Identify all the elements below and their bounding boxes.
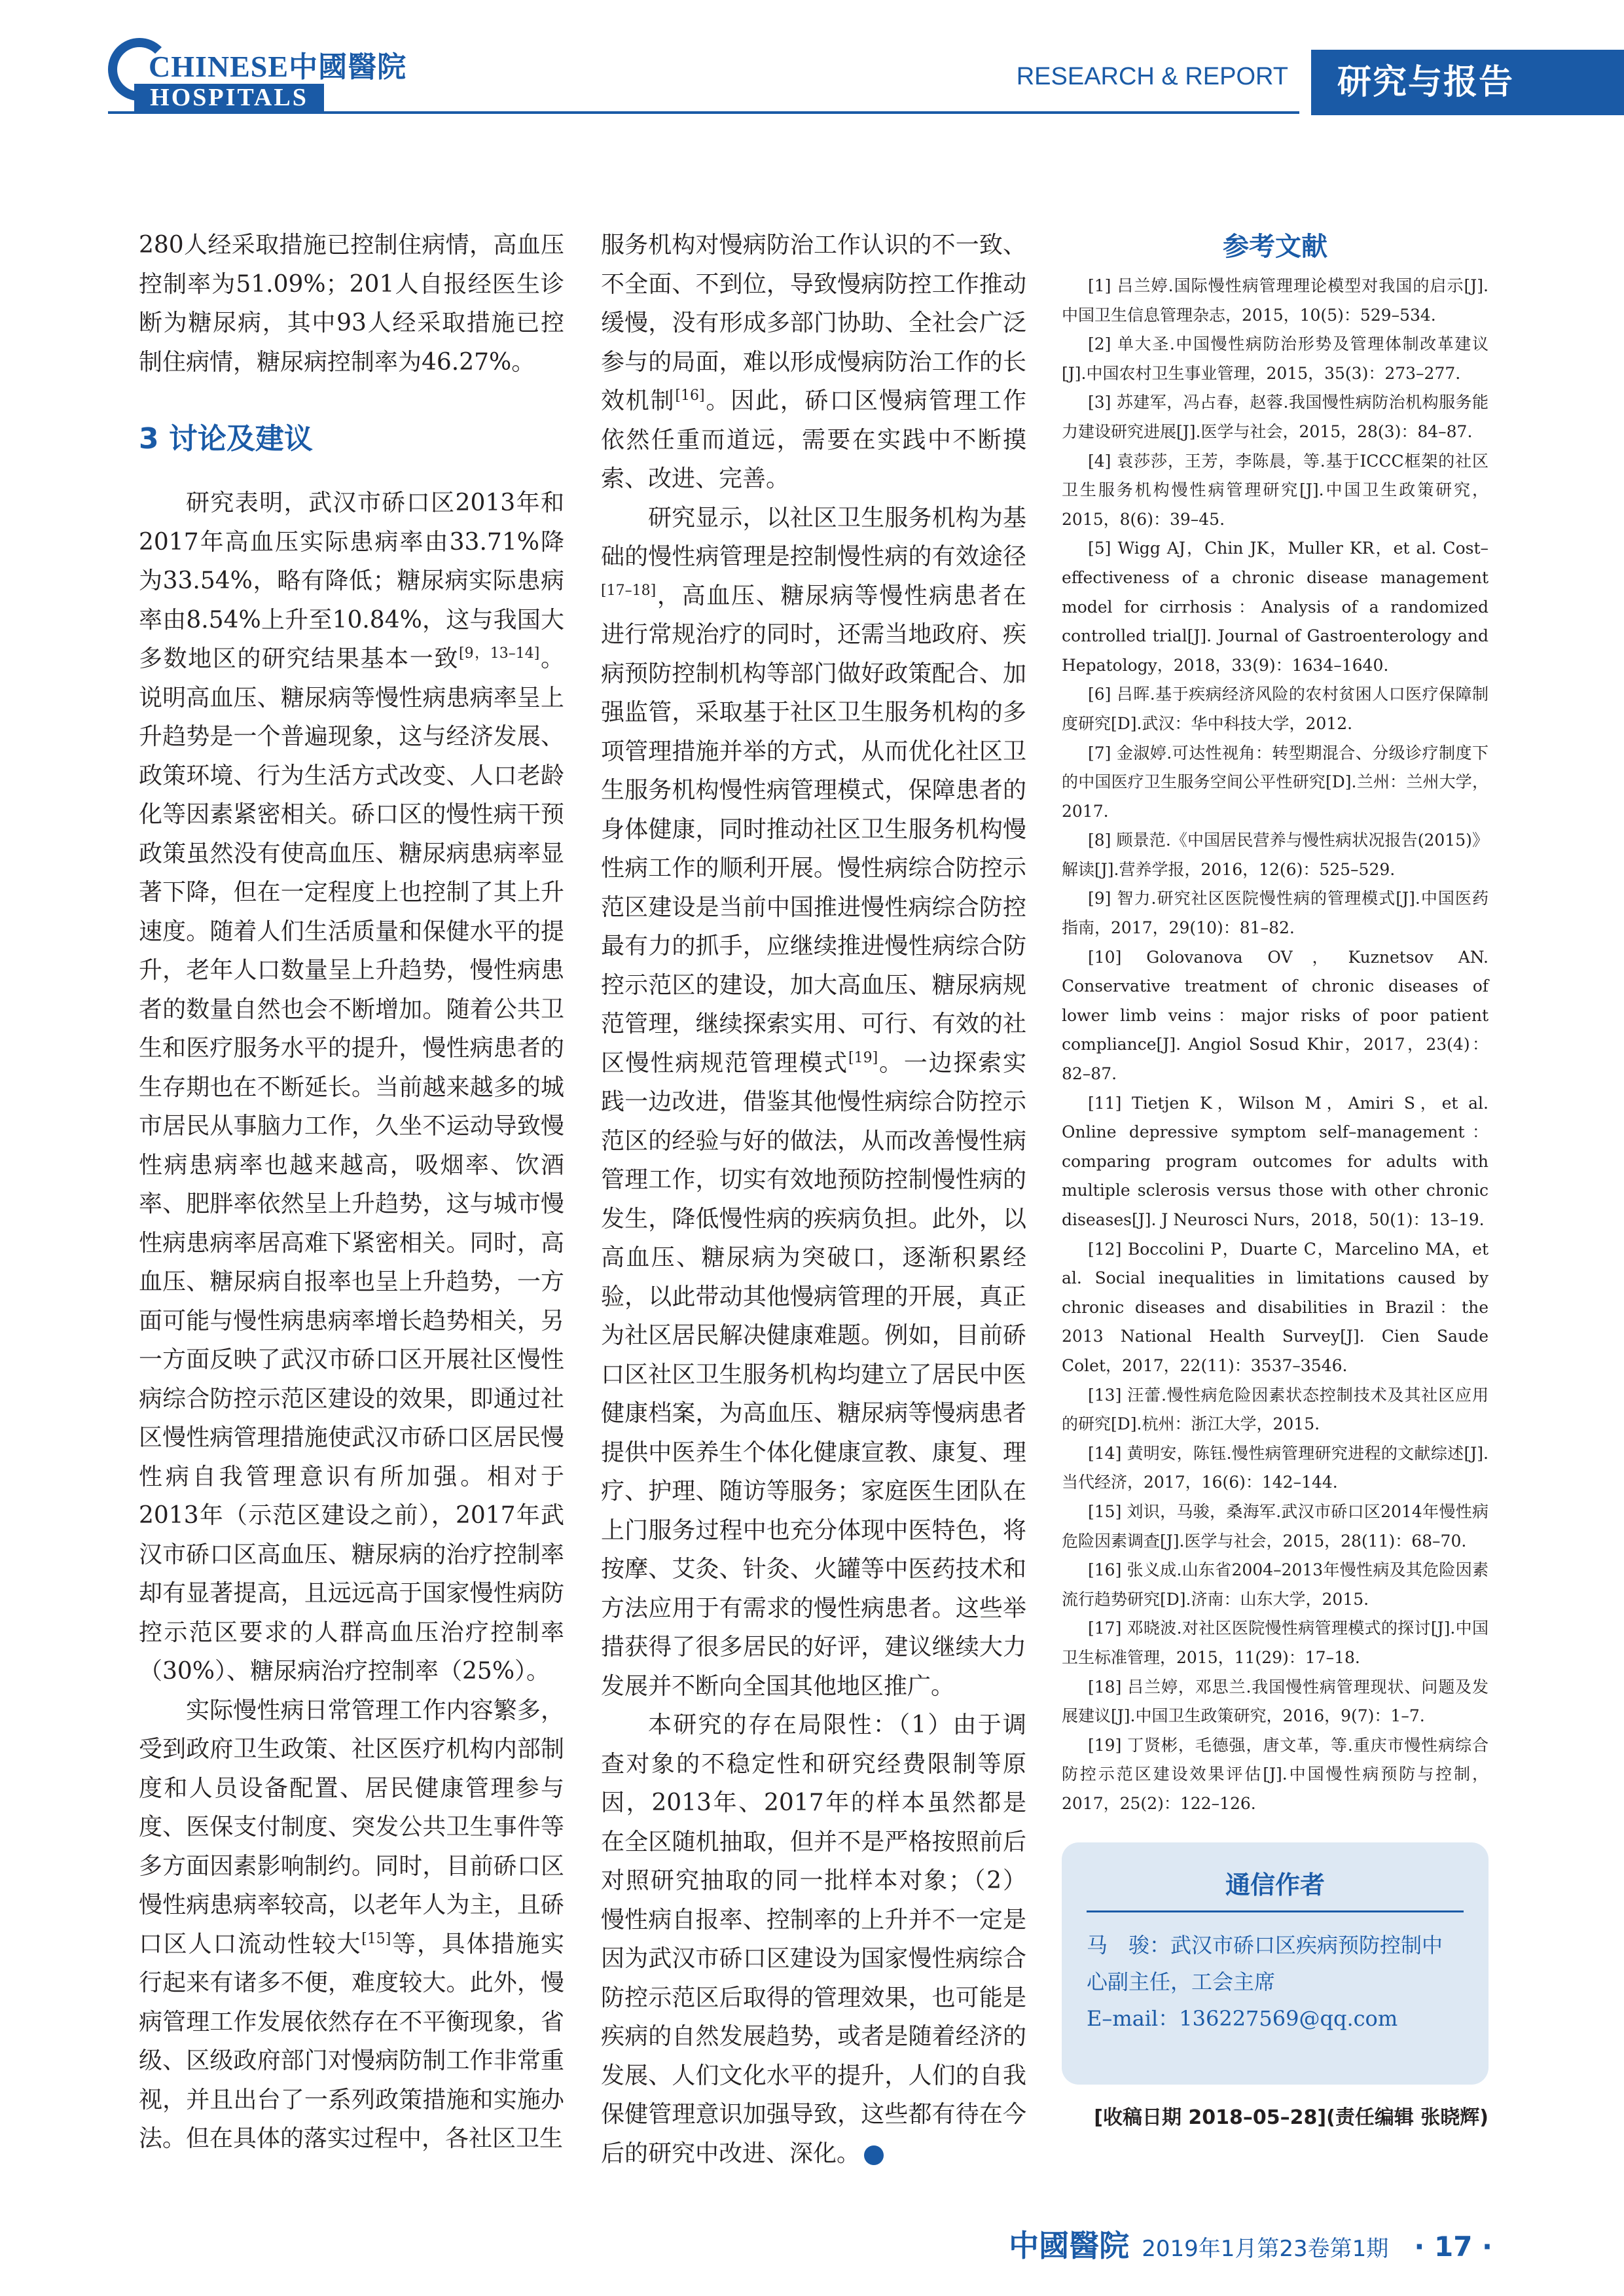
paragraph: 实际慢性病日常管理工作内容繁多，受到政府卫生政策、社区医疗机构内部制度和人员设备配置、居民健康管理参与度、医保支付制度、突发公共卫生事件等多方面因素影响制约。同时，目前硚口区慢性病患病率较高，以老年人为主，且硚口区人口流动性较大[15]等，具体措施实行起来有诸多不便，难度较大。此外，慢病管理工作发展依然存在不平衡现象，省级、区级政府部门对慢病防制工作非常重视，并且出台了一系列政策措施和实施办法。但在具体的落实过程中，各社区卫生 xyxy=(139,1696,564,2152)
correspondence-email: E–mail：136227569@qq.com xyxy=(1087,2006,1398,2031)
reference-item: [3] 苏建军，冯占春，赵蓉.我国慢性病防治机构服务能力建设研究进展[J].医学与社会，2015，28(3)：84–87. xyxy=(1062,393,1489,441)
logo-top-line: CHINESE中國醫院 xyxy=(149,50,407,83)
reference-item: [10] Golovanova OV，Kuznetsov AN. Conservative treatment of chronic diseases of lower limb veins：major risks of poor patient compliance[J]. Angiol Sosud Khir，2017，23(4)：82–87. xyxy=(1062,947,1489,1084)
references-section xyxy=(1062,226,1489,1818)
page-number: · 17 · xyxy=(1414,2231,1492,2263)
reference-item: [13] 汪蕾.慢性病危险因素状态控制技术及其社区应用的研究[D].杭州：浙江大学，2015. xyxy=(1062,1385,1489,1434)
paragraph: 研究显示，以社区卫生服务机构为基础的慢性病管理是控制慢性病的有效途径[17–18]，高血压、糖尿病等慢性病患者在进行常规治疗的同时，还需当地政府、疾病预防控制机构等部门做好政策配合、加强监管，采取基于社区卫生服务机构的多项管理措施并举的方式，从而优化社区卫生服务机构慢性病管理模式，保障患者的身体健康，同时推动社区卫生服务机构慢性病工作的顺利开展。慢性病综合防控示范区建设是当前中国推进慢性病综合防控最有力的抓手，应继续推进慢性病综合防控示范区的建设，加大高血压、糖尿病规范管理，继续探索实用、可行、有效的社区慢性病规范管理模式[19]。一边探索实践一边改进，借鉴其他慢性病综合防控示范区的经验与好的做法，从而改善慢性病管理工作，切实有效地预防控制慢性病的发生，降低慢性病的疾病负担。此外，以高血压、糖尿病为突破口，逐渐积累经验，以此带动其他慢病管理的开展，真正为社区居民解决健康难题。例如，目前硚口区社区卫生服务机构均建立了居民中医健康档案，为高血压、糖尿病等慢病患者提供中医养生个体化健康宣教、康复、理疗、护理、随访等服务；家庭医生团队在上门服务过程中也充分体现中医特色，将按摩、艾灸、针灸、火罐等中医药技术和方法应用于有需求的慢性病患者。这些举措获得了很多居民的好评，建议继续大力发展并不断向全国其他地区推广。 xyxy=(601,504,1026,1700)
correspondence-line: 马 骏：武汉市硚口区疾病预防控制中 xyxy=(1087,1933,1443,1958)
section-label-cn: 研究与报告 xyxy=(1311,50,1624,115)
reference-item: [12] Boccolini P，Duarte C，Marcelino MA，et al. Social inequalities in limitations caused by chronic diseases and disabilities in Brazil：the 2013 National Health Survey[J]. Cien Saude Colet，2017，22(11)：3537–3546. xyxy=(1062,1239,1489,1375)
reference-item: [18] 吕兰婷，邓思兰.我国慢性病管理现状、问题及发展建议[J].中国卫生政策研究，2016，9(7)：1–7. xyxy=(1062,1677,1489,1726)
reference-item: [16] 张义成.山东省2004–2013年慢性病及其危险因素流行趋势研究[D].济南：山东大学，2015. xyxy=(1062,1560,1489,1609)
reference-item: [5] Wigg AJ，Chin JK，Muller KR，et al. Cost–effectiveness of a chronic disease management model for cirrhosis：Analysis of a randomized controlled trial[J]. Journal of Gastroenterology and Hepatology，2018，33(9)：1634–1640. xyxy=(1062,539,1489,675)
reference-item: [19] 丁贤彬，毛德强，唐文革，等.重庆市慢性病综合防控示范区建设效果评估[J].中国慢性病预防与控制，2017，25(2)：122–126. xyxy=(1062,1735,1489,1813)
reference-item: [9] 智力.研究社区医院慢性病的管理模式[J].中国医药指南，2017，29(10)：81–82. xyxy=(1062,889,1489,938)
references-title: 参考文献 xyxy=(1223,232,1327,262)
footer-journal-name: 中國醫院 xyxy=(1009,2228,1130,2263)
journal-logo xyxy=(108,38,407,117)
paragraph: 服务机构对慢病防治工作认识的不一致、不全面、不到位，导致慢病防控工作推动缓慢，没有形成多部门协助、全社会广泛参与的局面，难以形成慢病防治工作的长效机制[16]。因此，硚口区慢病管理工作依然任重而道远，需要在实践中不断摸索、改进、完善。 xyxy=(601,232,1026,492)
page-footer xyxy=(969,2222,1492,2265)
header-rule xyxy=(108,111,1299,114)
citation: [17–18] xyxy=(601,582,657,599)
section-label-en: RESEARCH & REPORT xyxy=(1016,63,1288,90)
correspondence-line: 心副主任，工会主席 xyxy=(1087,1969,1276,1994)
section-heading: 3 讨论及建议 xyxy=(139,422,313,456)
paragraph: 研究表明，武汉市硚口区2013年和2017年高血压实际患病率由33.71%降为33.54%，略有降低；糖尿病实际患病率由8.54%上升至10.84%，这与我国大多数地区的研究结果基本一致[9，13–14]。说明高血压、糖尿病等慢性病患病率呈上升趋势是一个普遍现象，这与经济发展、政策环境、行为生活方式改变、人口老龄化等因素紧密相关。硚口区的慢性病干预政策虽然没有使高血压、糖尿病患病率显著下降，但在一定程度上也控制了其上升速度。随着人们生活质量和保健水平的提升，老年人口数量呈上升趋势，慢性病患者的数量自然也会不断增加。随着公共卫生和医疗服务水平的提升，慢性病患者的生存期也在不断延长。当前越来越多的城市居民从事脑力工作，久坐不运动导致慢性病患病率也越来越高，吸烟率、饮酒率、肥胖率依然呈上升趋势，这与城市慢性病患病率居高难下紧密相关。同时，高血压、糖尿病自报率也呈上升趋势，一方面可能与慢性病患病率增长趋势相关，另一方面反映了武汉市硚口区开展社区慢性病综合防控示范区建设的效果，即通过社区慢性病管理措施使武汉市硚口区居民慢性病自我管理意识有所加强。相对于2013年（示范区建设之前），2017年武汉市硚口区高血压、糖尿病的治疗控制率却有显著提高，且远远高于国家慢性病防控示范区要求的人群高血压治疗控制率（30%）、糖尿病治疗控制率（25%）。 xyxy=(139,490,564,1685)
received-date: [收稿日期 2018–05–28](责任编辑 张晓辉) xyxy=(1094,2106,1489,2129)
correspondence-title: 通信作者 xyxy=(1225,1871,1325,1899)
reference-item: [11] Tietjen K，Wilson M，Amiri S，et al. Online depressive symptom self–management：comparing program outcomes for adults with multiple sclerosis versus those with other chronic diseases[J]. J Neurosci Nurs，2018，50(1)：13–19. xyxy=(1062,1093,1489,1229)
footer-issue: 2019年1月第23卷第1期 xyxy=(1142,2236,1389,2262)
body-column-2 xyxy=(601,226,1026,2173)
paragraph: 本研究的存在局限性：（1）由于调查对象的不稳定性和研究经费限制等原因，2013年、2017年的样本虽然都是在全区随机抽取，但并不是严格按照前后对照研究抽取的同一批样本对象；（2）慢性病自报率、控制率的上升并不一定是因为武汉市硚口区建设为国家慢性病综合防控示范区后取得的管理效果，也可能是疾病的自然发展趋势，或者是随着经济的发展、人们文化水平的提升，人们的自我保健管理意识加强导致，这些都有待在今后的研究中改进、深化。 xyxy=(601,1712,1026,2167)
reference-item: [4] 袁莎莎，王芳，李陈晨，等.基于ICCC框架的社区卫生服务机构慢性病管理研究[J].中国卫生政策研究，2015，8(6)：39–45. xyxy=(1062,451,1489,529)
correspondence-box xyxy=(1062,1842,1489,2085)
reference-item: [1] 吕兰婷.国际慢性病管理理论模型对我国的启示[J].中国卫生信息管理杂志，2015，10(5)：529–534. xyxy=(1062,276,1489,325)
citation: [9，13–14] xyxy=(458,645,540,662)
correspondence-rule xyxy=(1087,1910,1464,1912)
reference-item: [8] 顾景范.《中国居民营养与慢性病状况报告(2015)》解读[J].营养学报，2016，12(6)：525–529. xyxy=(1062,831,1489,879)
reference-item: [2] 单大圣.中国慢性病防治形势及管理体制改革建议[J].中国农村卫生事业管理，2015，35(3)：273–277. xyxy=(1062,334,1489,383)
reference-item: [6] 吕晖.基于疾病经济风险的农村贫困人口医疗保障制度研究[D].武汉：华中科技大学，2012. xyxy=(1062,685,1489,733)
citation: [15] xyxy=(361,1930,391,1947)
reference-item: [7] 金淑婷.可达性视角：转型期混合、分级诊疗制度下的中国医疗卫生服务空间公平性研究[D].兰州：兰州大学，2017. xyxy=(1062,743,1489,821)
body-column-1 xyxy=(139,226,564,2159)
reference-item: [15] 刘识，马骏，桑海军.武汉市硚口区2014年慢性病危险因素调查[J].医学与社会，2015，28(11)：68–70. xyxy=(1062,1501,1489,1551)
logo-bottom-banner: HOSPITALS xyxy=(134,84,324,111)
paragraph: 280人经采取措施已控制住病情，高血压控制率为51.09%；201人自报经医生诊断为糖尿病，其中93人经采取措施已控制住病情，糖尿病控制率为46.27%。 xyxy=(139,232,564,376)
citation: [19] xyxy=(848,1049,878,1066)
reference-item: [14] 黄明安，陈钰.慢性病管理研究进程的文献综述[J].当代经济，2017，16(6)：142–144. xyxy=(1062,1443,1489,1492)
citation: [16] xyxy=(675,387,705,404)
reference-item: [17] 邓晓波.对社区医院慢性病管理模式的探讨[J].中国卫生标准管理，2015，11(29)：17–18. xyxy=(1062,1619,1489,1667)
end-mark-icon xyxy=(864,2145,884,2165)
